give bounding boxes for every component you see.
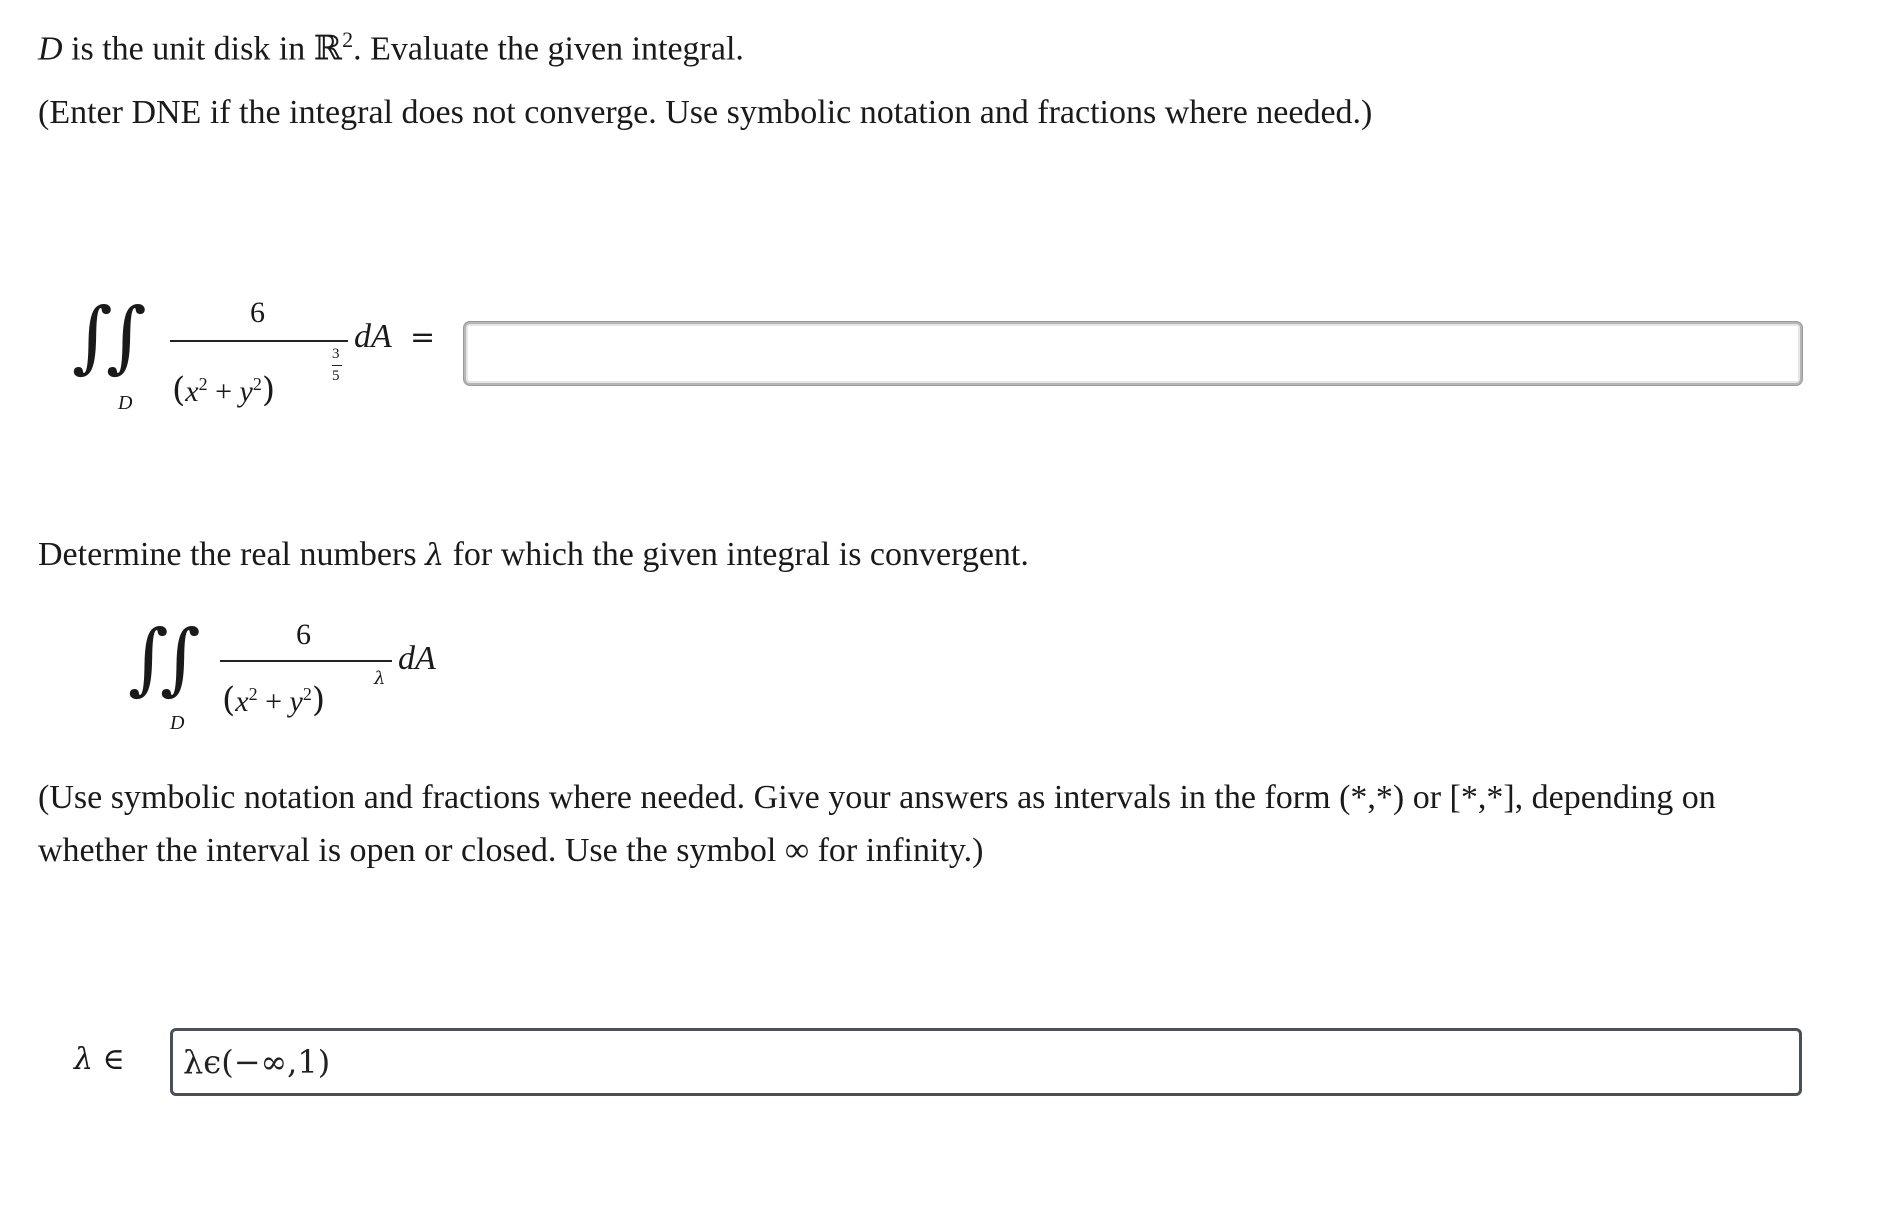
answer-input-integral[interactable] <box>464 322 1802 385</box>
var-d: D <box>38 30 63 68</box>
paren-open: ( <box>222 680 236 720</box>
intro-text <box>38 20 744 69</box>
exponent-denominator: 5 <box>332 368 340 384</box>
reals-exponent: 2 <box>342 27 354 52</box>
denominator <box>172 370 275 410</box>
question-convergence <box>38 535 1029 576</box>
instruction-interval-line2: whether the interval is open or closed. Use the symbol ∞ for infinity.) <box>38 832 984 869</box>
lambda-symbol: λ <box>425 538 445 573</box>
var-x: x <box>235 685 249 718</box>
x-exponent: 2 <box>198 374 208 394</box>
integral-region: D <box>118 392 133 414</box>
paren-close: ) <box>311 680 326 720</box>
integral-region: D <box>170 712 185 734</box>
instruction-dne: (Enter DNE if the integral does not converge. Use symbolic notation and fractions where needed.) <box>38 94 1373 131</box>
instruction-interval-line1: (Use symbolic notation and fractions where needed. Give your answers as intervals in the form (*,*) or [*,*], depending on <box>38 779 1716 816</box>
differential-da: dA <box>398 640 436 677</box>
var-y: y <box>289 685 303 718</box>
reals-symbol: ℝ <box>313 28 343 69</box>
question-part-a: Determine the real numbers <box>38 536 426 573</box>
fraction-bar <box>170 340 348 342</box>
plus-sign: + <box>265 685 283 718</box>
lambda-exponent: λ <box>374 668 386 689</box>
integral-sign-inner: ∫ <box>106 292 147 382</box>
numerator: 6 <box>296 618 311 651</box>
exponent-fraction-bar <box>332 365 342 366</box>
intro-part-a: is the unit disk in <box>62 30 314 68</box>
lambda-in-label: λ ∈ <box>74 1042 125 1077</box>
question-part-b: for which the given integral is convergent. <box>444 536 1029 573</box>
integral-sign-outer: ∫ <box>128 614 169 704</box>
y-exponent: 2 <box>252 374 262 394</box>
answer-input-interval[interactable] <box>170 1028 1802 1096</box>
x-exponent: 2 <box>248 684 258 704</box>
y-exponent: 2 <box>302 684 312 704</box>
intro-part-b: . Evaluate the given integral. <box>353 30 744 68</box>
answer-input-value: λϵ(−∞,1) <box>183 1043 331 1081</box>
var-x: x <box>185 375 199 408</box>
differential-da: dA <box>354 318 392 355</box>
var-y: y <box>239 375 253 408</box>
paren-open: ( <box>172 370 186 410</box>
equals-sign: = <box>410 320 436 355</box>
paren-close: ) <box>261 370 276 410</box>
exponent-numerator: 3 <box>332 346 340 362</box>
integral-sign-inner: ∫ <box>160 614 201 704</box>
numerator: 6 <box>250 296 265 329</box>
fraction-bar <box>220 660 392 662</box>
denominator <box>222 680 325 720</box>
plus-sign: + <box>215 375 233 408</box>
integral-sign-outer: ∫ <box>72 292 113 382</box>
